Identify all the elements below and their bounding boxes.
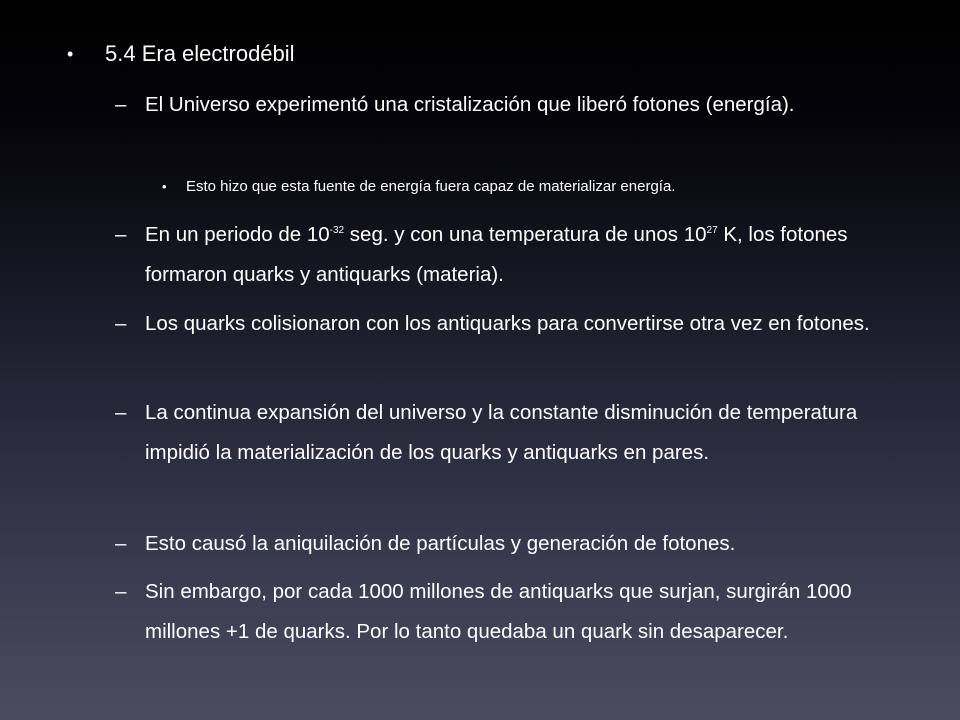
- title-bullet-item: [67, 40, 295, 68]
- item-text: Esto hizo que esta fuente de energía fuera capaz de materializar energía.: [186, 178, 676, 195]
- dash-marker: –: [115, 580, 127, 603]
- exponent: -32: [329, 225, 345, 236]
- item-text: El Universo experimentó una cristalización que liberó fotones (energía).: [145, 93, 795, 116]
- dash-item-3: [115, 304, 905, 344]
- item-text: La continua expansión del universo y la constante disminución de temperatura impidió la materialización de los quarks y antiquarks en pares.: [145, 401, 858, 464]
- bullet-marker: •: [67, 44, 74, 64]
- item-text-part: seg. y con una temperatura de unos 10: [344, 223, 707, 246]
- dash-item-2: [115, 215, 905, 295]
- bullet-marker: •: [162, 179, 167, 194]
- dash-marker: –: [115, 312, 127, 335]
- item-text: Los quarks colisionaron con los antiquarks para convertirse otra vez en fotones.: [145, 312, 870, 335]
- dash-marker: –: [115, 223, 127, 246]
- dash-item-6: [115, 572, 905, 652]
- dash-item-1: [115, 85, 905, 125]
- item-text-part: En un periodo de 10: [145, 223, 330, 246]
- item-text: Esto causó la aniquilación de partículas y generación de fotones.: [145, 532, 736, 555]
- dash-marker: –: [115, 532, 127, 555]
- item-text: Sin embargo, por cada 1000 millones de antiquarks que surjan, surgirán 1000 millones +1 de quarks. Por lo tanto quedaba un quark sin desaparecer.: [145, 580, 852, 643]
- dash-item-5: [115, 524, 905, 564]
- dash-marker: –: [115, 93, 127, 116]
- dash-marker: –: [115, 401, 127, 424]
- exponent: 27: [706, 225, 718, 236]
- sub-bullet-item: [162, 176, 906, 198]
- item-text-part: K, los fotones formaron quarks y antiquarks (materia).: [145, 223, 848, 286]
- dash-item-4: [115, 393, 905, 473]
- slide-title: 5.4 Era electrodébil: [105, 41, 295, 66]
